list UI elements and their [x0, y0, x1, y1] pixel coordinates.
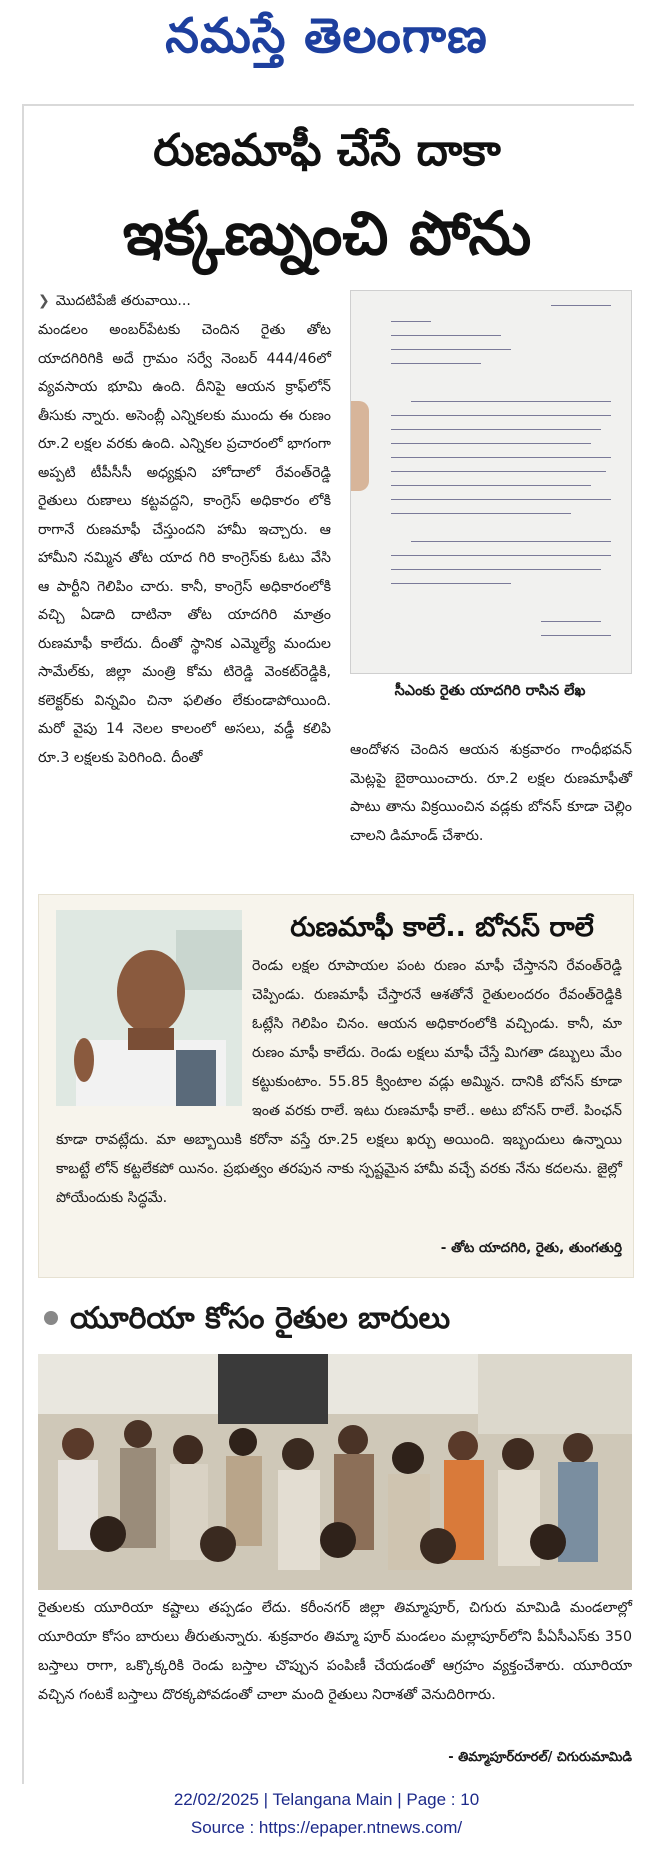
main-story-left-text: మండలం అంబర్‌పేటకు చెందిన రైతు తోట యాదగిరిగికి అదే గ్రామం సర్వే నెంబర్ 444/46లో వ్యవసాయ భూమి ఉంది. దీనిపై ఆయన క్రాఫ్‌లోన్ తీసుకు న్నారు. అసెంబ్లీ ఎన్నికలకు ముందు ఈ రుణం రూ.2 లక్షల వరకు ఉంది. ఎన్నికల ప్రచారంలో భాగంగా అప్పటి టీపీసీసీ అధ్యక్షుని హోదాలో రేవంత్‌రెడ్డి రైతులు రుణాలు కట్టవద్దని, కాంగ్రెస్ అధికారం లోకి రాగానే రుణమాఫీ చేస్తుందని హామీ ఇచ్చారు. ఆ హామీని నమ్మిన తోట యాద గిరి కాంగ్రెస్‌కు ఓటు వేసి ఆ పార్టీని గెలిపిం చారు. కానీ, కాంగ్రెస్ అధికారంలోకి వచ్చి ఏడాది దాటినా తోట యాదగిరి మాత్రం రుణమాఫీ కాలేదు. దీంతో స్థానిక ఎమ్మెల్యే మందుల సామేల్‌కు, జిల్లా మంత్రి కోమ టిరెడ్డి వెంకట్‌రెడ్డికి, కలెక్టర్‌కు విన్నవిం చినా ఫలితం లేకుండాపోయింది. మరో వైపు 14 నెలల కాలంలో అసలు, వడ్డీ కలిపి రూ.3 లక్షలకు పెరిగింది. దీంతో [38, 322, 331, 766]
hand-shape [351, 401, 369, 491]
footer-meta: 22/02/2025 | Telangana Main | Page : 10 [173, 1790, 480, 1809]
headline-line-1: రుణమాఫీ చేసే దాకా [153, 125, 501, 176]
urea-story-body: రైతులకు యూరియా కష్టాలు తప్పడం లేదు. కరీంనగర్ జిల్లా తిమ్మాపూర్, చిగురు మామిడి మండలాల్లో యూరియా కోసం బారులు తీరుతున్నారు. శుక్రవారం తిమ్మా పూర్ మండలం మల్లాపూర్‌లోని పీఏసీఎస్‌కు 350 బస్తాలు రాగా, ఒక్కొక్కరికి రెండు బస్తాల చొప్పున పంపిణీ చేయడంతో ఆగ్రహం వ్యక్తంచేశారు. యూరియా వచ్చిన గంటకే బస్తాలు దొరక్కపోవడంతో చాలా మంది రైతులు నిరాశతో వెనుదిరిగారు. [38, 1600, 632, 1703]
urea-title-text: యూరియా కోసం రైతుల బారులు [70, 1301, 451, 1336]
chevron-right-icon: ❯ [38, 293, 50, 309]
headline-line-2: ఇక్కణ్నుంచి పోను [122, 199, 532, 269]
letter-photo [350, 290, 632, 674]
continued-text: మొదటిపేజీ తరువాయి... [55, 293, 191, 309]
urea-story-attribution: - తిమ్మాపూర్‌రూరల్/ చిగురుమామిడి [448, 1750, 632, 1765]
main-story-right-column [350, 736, 632, 850]
quote-body [56, 952, 622, 1252]
bullet-icon [44, 1311, 58, 1325]
quote-body-text: రెండు లక్షల రూపాయల పంట రుణం మాఫీ చేస్తానని రేవంత్‌రెడ్డి చెప్పిండు. రుణమాఫీ చేస్తారనే ఆశతోనే రైతులందరం రేవంత్‌రెడ్డికి ఓట్లేసి గెలిపిం చినం. ఆయన అధికారంలోకి వచ్చిండు. కానీ, మా రుణం మాఫీ కాలేదు. రెండు లక్షలు మాఫీ చేస్తే మిగతా డబ్బులు మేం కట్టుకుంటాం. 55.85 క్వింటాల వడ్లు అమ్మిన. దానికి బోనస్ కూడా ఇంత వరకు రాలే. ఇటు రుణమాఫీ కాలే.. అటు బోనస్ రాలే. పింఛన్ కూడా రావట్లేదు. మా అబ్బాయికి కరోనా వస్తే రూ.25 లక్షలు ఖర్చు అయింది. ఇబ్బందులు ఉన్నాయి కాబట్టే లోన్ కట్టలేకపో యినం. ప్రభుత్వం తరపున నాకు స్పష్టమైన హామీ వచ్చే వరకు నేను కదలను. జైల్లో పోయేందుకు సిద్ధమే. [56, 958, 622, 1206]
masthead-logo: నమస్తే తెలంగాణ [165, 8, 488, 64]
main-story-left-column [38, 288, 331, 772]
quote-title: రుణమాఫీ కాలే.. బోనస్ రాలే [290, 912, 594, 943]
letter-photo-caption: సీఎంకు రైతు యాదగిరి రాసిన లేఖ [394, 683, 586, 699]
urea-section-title [38, 1294, 632, 1344]
crowd-illustration [38, 1354, 632, 1590]
footer-source-link[interactable]: Source : https://epaper.ntnews.com/ [190, 1818, 463, 1837]
main-story-right-text: ఆందోళన చెందిన ఆయన శుక్రవారం గాంధీభవన్ మెట్లపై బైఠాయించారు. రూ.2 లక్షల రుణమాఫీతో పాటు తాను విక్రయించిన వడ్లకు బోనస్ కూడా చెల్లిం చాలని డిమాండ్ చేశారు. [350, 742, 632, 844]
crowd-photo [38, 1354, 632, 1590]
quote-attribution: - తోట యాదగిరి, రైతు, తుంగతుర్తి [440, 1240, 622, 1256]
continued-label [38, 288, 331, 314]
